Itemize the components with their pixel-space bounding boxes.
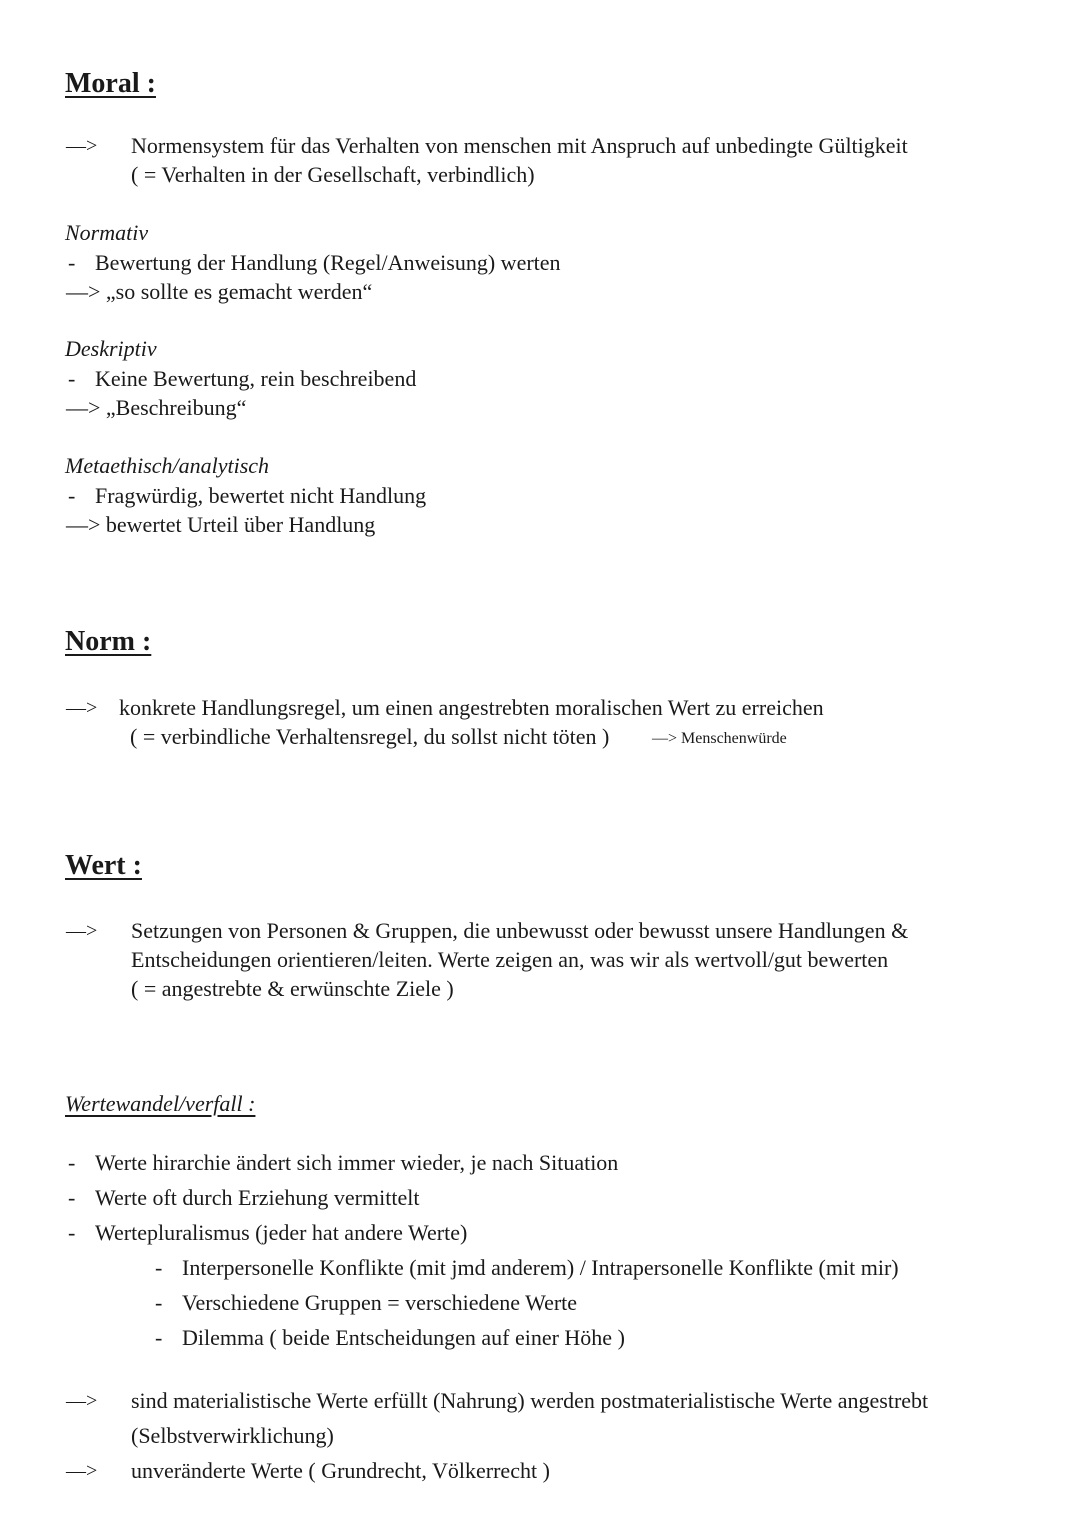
wert-definition-line3: ( = angestrebte & erwünschte Ziele ) [131, 976, 454, 1001]
norm-definition-line1: konkrete Handlungsregel, um einen angestrebten moralischen Wert zu erreichen [119, 695, 824, 720]
bullet-item-1: Werte hirarchie ändert sich immer wieder, je nach Situation [95, 1150, 619, 1175]
subbullet-item-2: Verschiedene Gruppen = verschiedene Werte [182, 1290, 578, 1315]
wertewandel-arrow1-line2: (Selbstverwirklichung) [131, 1423, 334, 1448]
deskriptiv-arrow-text: —> „Beschreibung“ [66, 395, 247, 420]
dash-deskriptiv: - [68, 366, 76, 391]
arrow-wertewandel-1: —> [66, 1390, 98, 1412]
arrow-moral: —> [66, 135, 98, 157]
wertewandel-arrow2: unveränderte Werte ( Grundrecht, Völkerrecht ) [131, 1458, 550, 1483]
wertewandel-arrow1-line1: sind materialistische Werte erfüllt (Nahrung) werden postmaterialistische Werte angestrebt [131, 1388, 929, 1413]
heading-wert: Wert : [65, 850, 142, 881]
dash-metaethisch: - [68, 483, 76, 508]
norm-definition-line2: ( = verbindliche Verhaltensregel, du sollst nicht töten ) [130, 724, 610, 749]
dash-bullet-2: - [68, 1185, 76, 1210]
dash-subbullet-2: - [155, 1290, 163, 1315]
wert-definition-line1: Setzungen von Personen & Gruppen, die unbewusst oder bewusst unsere Handlungen & [131, 918, 909, 943]
norm-note: —> Menschenwürde [652, 730, 787, 747]
type-title-normativ: Normativ [65, 220, 149, 245]
metaethisch-dash-text: Fragwürdig, bewertet nicht Handlung [95, 483, 427, 508]
heading-moral: Moral : [65, 68, 156, 99]
bullet-item-2: Werte oft durch Erziehung vermittelt [95, 1185, 420, 1210]
dash-subbullet-3: - [155, 1325, 163, 1350]
dash-bullet-1: - [68, 1150, 76, 1175]
dash-bullet-3: - [68, 1220, 76, 1245]
bullet-item-3: Wertepluralismus (jeder hat andere Werte) [95, 1220, 468, 1245]
normativ-dash-text: Bewertung der Handlung (Regel/Anweisung) werten [95, 250, 561, 275]
subbullet-item-3: Dilemma ( beide Entscheidungen auf einer Höhe ) [182, 1325, 625, 1350]
type-title-metaethisch: Metaethisch/analytisch [65, 453, 270, 478]
arrow-norm: —> [66, 697, 98, 719]
type-title-deskriptiv: Deskriptiv [65, 336, 157, 361]
moral-definition-line1: Normensystem für das Verhalten von menschen mit Anspruch auf unbedingte Gültigkeit [131, 133, 908, 158]
heading-wertewandel: Wertewandel/verfall : [65, 1091, 256, 1116]
moral-definition-line2: ( = Verhalten in der Gesellschaft, verbindlich) [131, 162, 535, 187]
dash-normativ: - [68, 250, 76, 275]
arrow-wertewandel-2: —> [66, 1460, 98, 1482]
metaethisch-arrow-text: —> bewertet Urteil über Handlung [66, 512, 376, 537]
heading-norm: Norm : [65, 626, 152, 657]
deskriptiv-dash-text: Keine Bewertung, rein beschreibend [95, 366, 417, 391]
subbullet-item-1: Interpersonelle Konflikte (mit jmd anderem) / Intrapersonelle Konflikte (mit mir) [182, 1255, 899, 1280]
dash-subbullet-1: - [155, 1255, 163, 1280]
wert-definition-line2: Entscheidungen orientieren/leiten. Werte zeigen an, was wir als wertvoll/gut bewerten [131, 947, 889, 972]
normativ-arrow-text: —> „so sollte es gemacht werden“ [66, 279, 373, 304]
arrow-wert: —> [66, 920, 98, 942]
